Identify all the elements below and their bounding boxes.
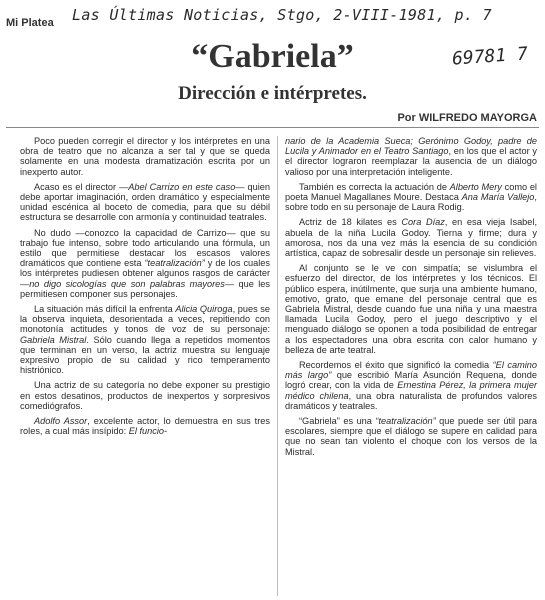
paragraph: Recordemos el éxito que significó la comedia “El camino más largo” que escribió María Asunción Requena, donde logró crear, con la vida de Ernestina Pérez, la primera mujer médico chilena, una obra naturalista de profundos valores dramáticos y teatrales.: [285, 360, 538, 411]
paragraph: nario de la Academia Sueca; Gerónimo Godoy, padre de Lucila y Animador en el Teatro Santiago, en los que el actor y el director lograron reemplazar la ausencia de un diálogo valioso por una interpretación inteligente.: [285, 136, 537, 177]
paragraph: Actriz de 18 kilates es Cora Díaz, en esa vieja Isabel, abuela de la niña Lucila Godoy. Tierna y firme; dura y amorosa, nos da una vez más la esencia de su condición artística, capaz de sobresalir desde un personaje sin relieves.: [285, 217, 538, 259]
paragraph: Al conjunto se le ve con simpatía; se vislumbra el esfuerzo del director, de los intérpretes y los técnicos. El público espera, inútilmente, que surja una ambiente humano, emotivo, grato, que emane del personaje central que es Gabriela Mistral, desde cuando fue una niña y una maestra llamada Lucila Godoy, pero el juego descriptivo y el menguado diálogo se oponen a toda posibilidad de entregar a los espectadores una obra escrita con calor humano y belleza de arte teatral.: [285, 263, 537, 355]
paragraph: También es correcta la actuación de Alberto Mery como el poeta Manuel Magallanes Moure. Destaca Ana María Vallejo, sobre todo en su personaje de Laura Rodig.: [285, 181, 537, 213]
article-subtitle: Dirección e intérpretes.: [178, 83, 367, 104]
paragraph: Poco pueden corregir el director y los intérpretes en una obra de teatro que no alcanza a ser tal y que se queda solamente en una modesta dramatización escrita por un inexperto autor.: [20, 136, 270, 177]
header-rule: [6, 127, 539, 128]
byline: Por WILFREDO MAYORGA: [397, 112, 537, 124]
paragraph: “Gabriela” es una “teatralización” que puede ser útil para escolares, siempre que el diálogo se supere en calidad para que no sean tan violento el choque con los versos de la Mistral.: [285, 416, 537, 457]
column-divider: [277, 136, 278, 596]
section-label: Mi Platea: [6, 17, 54, 29]
paragraph: Acaso es el director —Abel Carrizo en este caso— quien debe aportar imaginación, orden dramático y especialmente unidad escénica al boceto de comedia, para que su débil estructura se desarrolle con armonía y continuidad teatrales.: [20, 181, 270, 223]
paragraph: Adolfo Assor, excelente actor, lo demuestra en sus tres roles, a cual más insípido: El funcio-: [20, 416, 270, 437]
paragraph: La situación más difícil la enfrenta Alicia Quiroga, pues se la observa inquieta, desorientada a veces, repitiendo con monotonía actitudes y tonos de voz de su personaje: Gabriela Mistral. Sólo cuando llega a repetidos momentos que terminan en un verso, la actriz muestra su lenguaje expresivo propio de su calidad y rico temperamento histriónico.: [20, 304, 270, 376]
handwritten-catalog-number: 69781 7: [451, 43, 529, 70]
paragraph: Una actriz de su categoría no debe exponer su prestigio en estos desatinos, productos de inexpertos y sorpresivos comediógrafos.: [20, 380, 270, 411]
left-column: [20, 136, 270, 441]
paragraph: No dudo —conozco la capacidad de Carrizo— que su trabajo fue intenso, sobre todo articulando una fórmula, un estilo que permitiese destacar los escasos valores dramáticos que contiene esta “teatralización” y de los cuales los intérpretes pudiesen obtener algunos rasgos de carácter —no digo sicologías que son palabras mayores— que les permitiesen componer sus personajes.: [20, 227, 271, 299]
handwritten-source-note: Las Últimas Noticias, Stgo, 2-VIII-1981, p. 7: [72, 6, 492, 24]
right-column: [285, 136, 537, 462]
article-title: “Gabriela”: [191, 38, 354, 75]
